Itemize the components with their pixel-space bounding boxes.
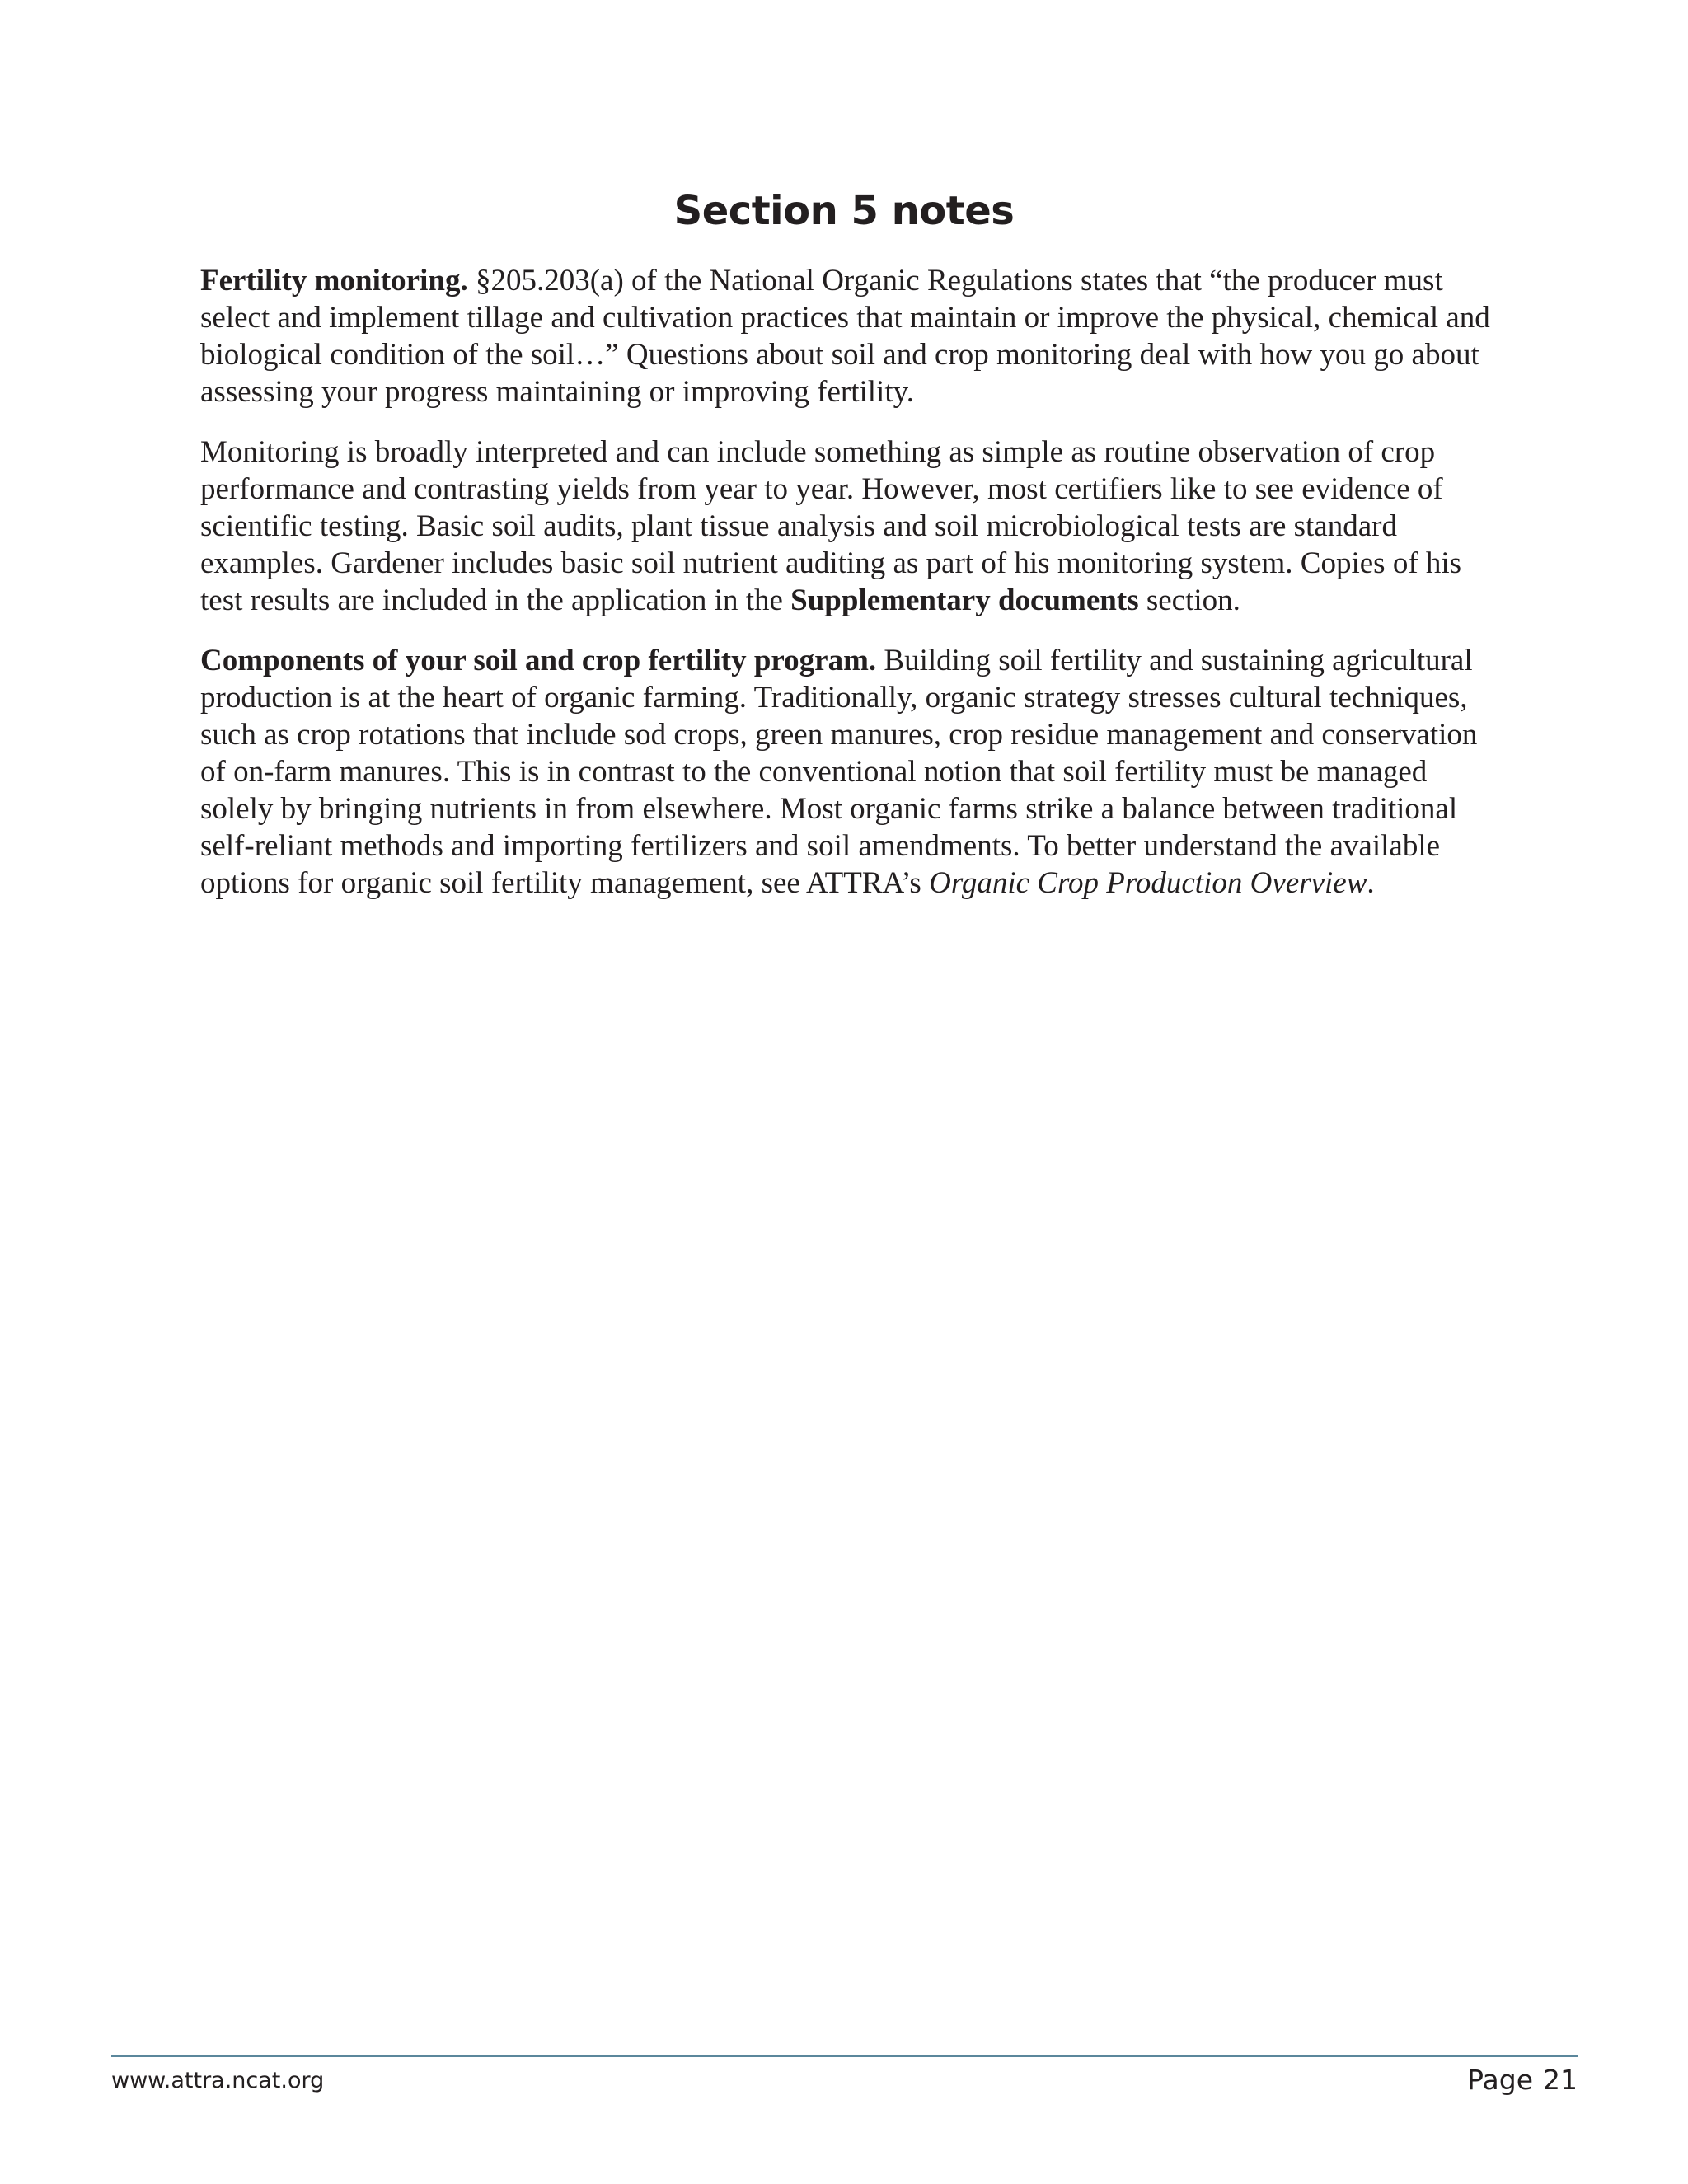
supplementary-documents-reference: Supplementary documents xyxy=(790,583,1139,617)
page-number: 21 xyxy=(1543,2064,1578,2096)
paragraph-lead: Fertility monitoring. xyxy=(200,264,468,298)
footer-website-url: www.attra.ncat.org xyxy=(111,2068,325,2093)
paragraph-components xyxy=(200,642,1494,902)
page-label: Page xyxy=(1467,2064,1533,2096)
paragraph-text: Monitoring is broadly interpreted and can include something as simple as routine observation of crop performance and contrasting yields from year to year. However, most certifiers like to see evidence of scientific testing. Basic soil audits, plant tissue analysis and soil microbiological tests are standard examples. Gardener includes basic soil nutrient auditing as part of his monitoring system. Copies of his test results are included in the application in the xyxy=(200,435,1462,617)
paragraph-text-end: section. xyxy=(1138,583,1240,617)
footer-page-number xyxy=(1467,2064,1578,2097)
paragraph-text-end: . xyxy=(1367,866,1375,900)
paragraph-monitoring xyxy=(200,434,1494,619)
main-content xyxy=(200,262,1494,925)
publication-title-reference: Organic Crop Production Overview xyxy=(929,866,1367,900)
footer-divider xyxy=(111,2055,1578,2057)
paragraph-fertility-monitoring xyxy=(200,262,1494,410)
page-title: Section 5 notes xyxy=(673,188,1015,234)
paragraph-text: §205.203(a) of the National Organic Regulations states that “the producer must select and implement tillage and cultivation practices that maintain or improve the physical, chemical and biological condition of the soil…” Questions about soil and crop monitoring deal with how you go about assessing your progress maintaining or improving fertility. xyxy=(200,264,1490,409)
paragraph-text: Building soil fertility and sustaining agricultural production is at the heart of organic farming. Traditionally, organic strategy stresses cultural techniques, such as crop rotations that include sod crops, green manures, crop residue management and conservation of on-farm manures. This is in contrast to the conventional notion that soil fertility must be managed solely by bringing nutrients in from elsewhere. Most organic farms strike a balance between traditional self-reliant methods and importing fertilizers and soil amendments. To better understand the available options for organic soil fertility management, see ATTRA’s xyxy=(200,644,1478,900)
paragraph-lead: Components of your soil and crop fertility program. xyxy=(200,644,877,677)
